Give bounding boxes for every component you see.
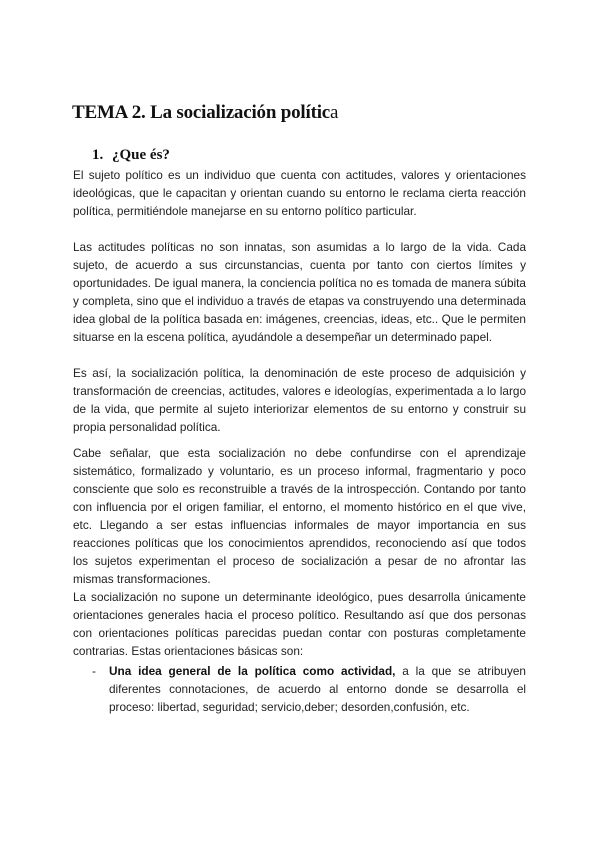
paragraph-4: Cabe señalar, que esta socialización no debe confundirse con el aprendizaje sistemático, formalizado y voluntario, es un proceso informal, fragmentario y poco consciente que solo es reconstruible a través de la introspección. Contando por tanto con influencia por el origen familiar, el entorno, el momento histórico en el que vive, etc. Llegando a ser estas influencias informales de mayor importancia en sus reacciones políticas que los conocimientos aprendidos, reconociendo así que todos los sujetos experimentan el proceso de socialización a pesar de no afrontar las mismas transformaciones. <box>73 446 526 586</box>
bullet-bold-text: Una idea general de la política como actividad, <box>109 664 396 678</box>
title-tail: a <box>330 102 339 123</box>
bullet-text <box>109 662 526 716</box>
paragraph-3: Es así, la socialización política, la denominación de este proceso de adquisición y transformación de creencias, actitudes, valores e ideologías, experimentada a lo largo de la vida, que permite al sujeto interiorizar elementos de su entorno y construir su propia personalidad política. <box>73 366 526 434</box>
paragraph-1: El sujeto político es un individuo que cuenta con actitudes, valores y orientaciones ideológicas, que le capacitan y orientan cuando su entorno le reclama cierta reacción política, permitiéndole manejarse en su entorno político particular. <box>73 168 526 218</box>
bullet-marker: - <box>92 664 96 678</box>
bullet-rest-text: a la que se atribuyen diferentes connotaciones, de acuerdo al entorno donde se desarrolla el proceso: libertad, seguridad; servicio,deber; desorden,confusión, etc. <box>109 664 526 714</box>
paragraph-2: Las actitudes políticas no son innatas, son asumidas a lo largo de la vida. Cada sujeto, de acuerdo a sus circunstancias, cuenta por tanto con ciertos límites y oportunidades. De igual manera, la conciencia política no es tomada de manera súbita y completa, sino que el individuo a través de etapas va construyendo una determinada idea global de la política basada en: imágenes, creencias, ideas, etc.. Que le permiten situarse en la escena política, ayudándole a desempeñar un determinado papel. <box>73 240 526 344</box>
section-heading <box>92 147 170 164</box>
section-label: ¿Que és? <box>112 147 170 163</box>
paragraph-5: La socialización no supone un determinante ideológico, pues desarrolla únicamente orientaciones generales hacia el proceso político. Resultando así que dos personas con orientaciones políticas parecidas puedan contar con posturas completamente contrarias. Estas orientaciones básicas son: <box>73 590 526 658</box>
page-title <box>72 102 338 124</box>
title-main: TEMA 2. La socialización polític <box>72 102 331 123</box>
section-number: 1. <box>92 147 104 163</box>
